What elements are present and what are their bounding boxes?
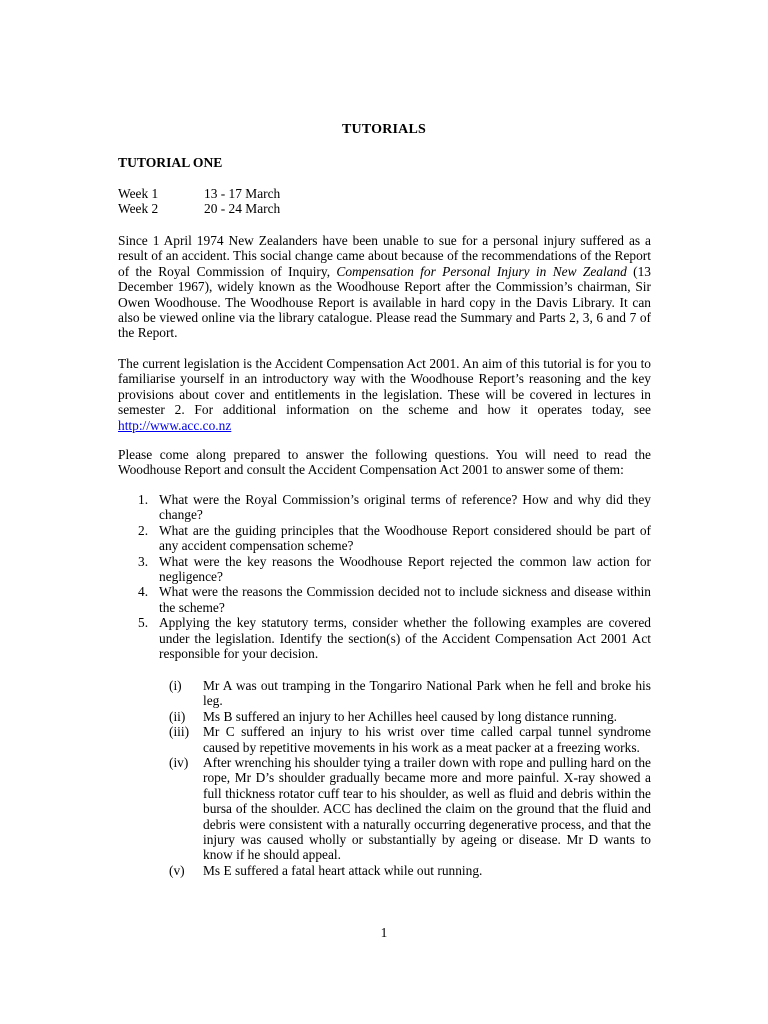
week-label: Week 2 [118,201,159,217]
instructions-paragraph: Please come along prepared to answer the following questions. You will need to read the Woodhouse Report and consult the Accident Compensation Act 2001 to answer some of them: [118,447,651,478]
list-item [118,492,651,523]
question-text: What were the Royal Commission’s original terms of reference? How and why did they change? [159,492,651,523]
report-title-italic: Compensation for Personal Injury in New Zealand [336,263,627,279]
list-item [163,863,651,878]
week-row [118,201,280,216]
question-number: 2. [138,522,149,538]
list-item [163,678,651,709]
intro-text-end: (13 December 1967), widely known as the Woodhouse Report after the Commission’s chairman, Sir Owen Woodhouse. The Woodhouse Report is available in hard copy in the Davis Library. It can also be viewed online via the library catalogue. Please read the Summary and Parts 2, 3, 6 and 7 of the Report. [118,263,651,341]
example-text: Mr A was out tramping in the Tongariro National Park when he fell and broke his leg. [203,678,651,709]
week-dates: 13 - 17 March [204,186,281,201]
list-item [163,724,651,755]
tutorial-heading: TUTORIAL ONE [118,155,223,170]
example-text: Ms E suffered a fatal heart attack while out running. [203,862,483,878]
example-number: (iv) [169,755,189,771]
question-text: What were the key reasons the Woodhouse Report rejected the common law action for negligence? [159,553,651,585]
question-text: Applying the key statutory terms, consider whether the following examples are covered under the legislation. Identify the section(s) of the Accident Compensation Act 2001 Act responsible for your decision. [159,615,651,662]
page-number: 1 [380,925,388,940]
question-number: 5. [138,615,149,631]
question-text: What are the guiding principles that the Woodhouse Report considered should be part of any accident compensation scheme? [159,522,651,554]
list-item [118,615,651,661]
list-item [163,709,651,724]
examples-list [163,678,651,878]
example-text: Ms B suffered an injury to her Achilles heel caused by long distance running. [203,708,618,724]
example-number: (ii) [169,708,186,724]
page-title: TUTORIALS [341,122,427,137]
week-dates: 20 - 24 March [204,201,281,217]
acc-website-link[interactable]: http://www.acc.co.nz [118,417,232,433]
example-text: After wrenching his shoulder tying a trailer down with rope and pulling hard on the rope, Mr D’s shoulder gradually became more and more painful. X-ray showed a full thickness rotator cuff tear to his shoulder, as well as fluid and debris within the bursa of the shoulder. ACC has declined the claim on the ground that the fluid and debris were consistent with a naturally occurring degenerative process, and that the injury was caused wholly or substantially by ageing or disease. Mr D wants to know if he should appeal. [203,755,651,863]
example-number: (v) [169,862,185,878]
legislation-text: The current legislation is the Accident Compensation Act 2001. An aim of this tutorial is for you to familiarise yourself in an introductory way with the Woodhouse Report’s reasoning and the key provisions about cover and entitlements in the legislation. These will be covered in lectures in semester 2. For additional information on the scheme and how it operates today, see [118,356,651,418]
example-number: (i) [169,678,182,693]
list-item [118,554,651,585]
week-schedule [118,186,280,217]
question-text: What were the reasons the Commission decided not to include sickness and disease within the scheme? [159,584,651,615]
week-row [118,186,280,201]
week-label: Week 1 [118,186,159,201]
example-text: Mr C suffered an injury to his wrist over time called carpal tunnel syndrome caused by repetitive movements in his work as a meat packer at a freezing works. [203,724,651,755]
list-item [163,755,651,863]
question-number: 3. [138,553,149,569]
intro-paragraph [118,233,651,341]
intro-text-start: Since 1 April 1974 New Zealanders have been unable to sue for a personal injury suffered as a result of an accident. This social change came about because of the recommendations of the Report of the Royal Commission of Inquiry, [118,233,651,279]
question-number: 1. [138,492,149,507]
legislation-paragraph [118,356,651,433]
questions-list [118,492,651,661]
list-item [118,523,651,554]
list-item [118,584,651,615]
question-number: 4. [138,584,149,600]
example-number: (iii) [169,724,190,740]
